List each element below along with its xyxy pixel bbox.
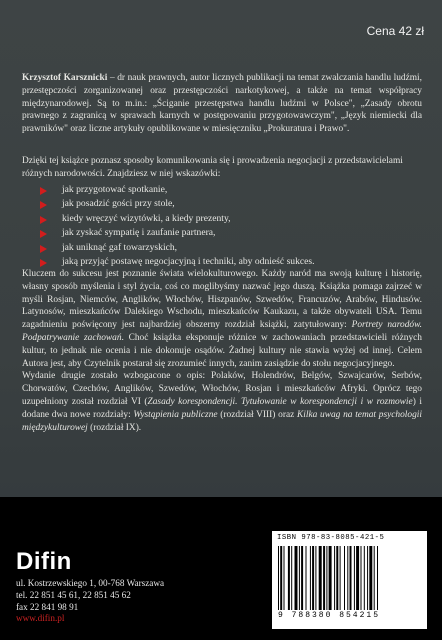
barcode-number: 9 788380 854215 [278, 611, 381, 620]
bullet-arrow-icon [40, 259, 47, 267]
chapter-title: Zasady korespondencji. Tytułowanie w korespondencji i w rozmowie [147, 396, 413, 407]
text-span: Wydanie drugie zostało wzbogacone o opis: Polaków, Holendrów, Belgów, Szwajcarów, Serbów, Chorwatów, Czechów, Anglików, Szwedów, Włochów, Rosjan i mieszkańców Afryki. Oprócz tego uzupełniony został rozdział VI ( [22, 371, 422, 407]
author-bio-text: – dr nauk prawnych, autor licznych publikacji na temat zwalczania handlu ludźmi, przestępczości zorganizowanej oraz przestępczości narkotykowej, a także na temat współpracy międzynarodowej. Są to m.in.: „Ściganie przestępstwa handlu ludźmi w Polsce", „Zasady obrotu prawnego z zagranicą w sprawach karnych w postępowaniu przygotowawczym", „Język niemiecki dla prawników" oraz liczne artykuły opublikowane w miesięczniku „Prokuratura i Prawo". [22, 73, 422, 135]
publisher-fax: fax 22 841 98 91 [16, 601, 79, 612]
text-span: (rozdział VIII) oraz [217, 409, 298, 420]
barcode-icon [278, 546, 421, 610]
tip-text: kiedy wręczyć wizytówki, a kiedy prezenty, [62, 212, 231, 224]
text-span: ) i dodane dwa nowe rozdziały: [22, 396, 422, 420]
chapter-title: Wystąpienia publiczne [133, 409, 218, 420]
list-item [40, 212, 420, 226]
list-item [40, 226, 420, 240]
list-item [40, 241, 420, 255]
publisher-contact [16, 578, 164, 625]
isbn-barcode-box [272, 531, 427, 629]
publisher-website-link[interactable]: www.difin.pl [16, 613, 65, 624]
tip-text: jak posadzić gości przy stole, [62, 198, 175, 210]
text-span: Kluczem do sukcesu jest poznanie świata wielokulturowego. Każdy naród ma swoją kulturę i historię, własny sposób myślenia i styl życia, coś co moglibyśmy nazwać jego duszą. Książka pomaga zajrzeć w myśli Rosjan, Niemców, Anglików, Włochów, Hiszpanów, Szwedów, Francuzów, Arabów, Hindusów. Latynosów, mieszkańców Dalekiego Wschodu, mieszkańców Kaukazu, a także obywateli USA. Temu zagadnieniu poświęcony jest najbardziej obszerny rozdział książki, zatytułowany: [22, 269, 422, 331]
bullet-arrow-icon [40, 187, 47, 195]
description-paragraph [22, 268, 422, 370]
description-paragraph [22, 370, 422, 434]
tip-text: jak uniknąć gaf towarzyskich, [62, 241, 178, 253]
bullet-arrow-icon [40, 216, 47, 224]
chapter-title: Portrety narodów. Podpatrywanie zachowań [22, 320, 422, 343]
isbn-label: ISBN 978-83-8085-421-5 [277, 534, 385, 542]
list-item [40, 183, 420, 197]
list-item [40, 197, 420, 211]
chapter-title: Kilka uwag na temat psychologii międzykulturowej [22, 409, 422, 433]
bullet-arrow-icon [40, 230, 47, 238]
bullet-arrow-icon [40, 245, 47, 253]
text-span: . Choć książka eksponuje różnice w zachowaniach przedstawicieli różnych kultur, to jednak nie ocenia i nie dokonuje osądów. Żadnej kultury nie stawia wyżej od innej. Celem Autora jest, aby Czytelnik postarał się zrozumieć innych, zanim zasiądzie do stołu negocjacyjnego. [22, 332, 422, 369]
bullet-arrow-icon [40, 201, 47, 209]
tip-text: jak przygotować spotkanie, [62, 184, 168, 195]
author-name: Krzysztof Karsznicki [22, 73, 108, 83]
tips-list [40, 183, 420, 269]
publisher-tel: tel. 22 851 45 61, 22 851 45 62 [16, 589, 131, 600]
intro-text: Dzięki tej książce poznasz sposoby komunikowania się i prowadzenia negocjacji z przedstawicielami różnych narodowości. Znajdziesz w niej wskazówki: [22, 156, 403, 179]
description-body [22, 268, 422, 434]
text-span: (rozdział IX). [87, 422, 142, 433]
publisher-address: ul. Kostrzewskiego 1, 00-768 Warszawa [16, 578, 165, 588]
price-label: Cena 42 zł [366, 24, 424, 38]
tip-text: jaką przyjąć postawę negocjacyjną i techniki, aby odnieść sukces. [62, 256, 315, 268]
publisher-logo: Difin [16, 548, 72, 575]
author-bio [22, 72, 422, 136]
tip-text: jak zyskać sympatię i zaufanie partnera, [62, 227, 216, 239]
